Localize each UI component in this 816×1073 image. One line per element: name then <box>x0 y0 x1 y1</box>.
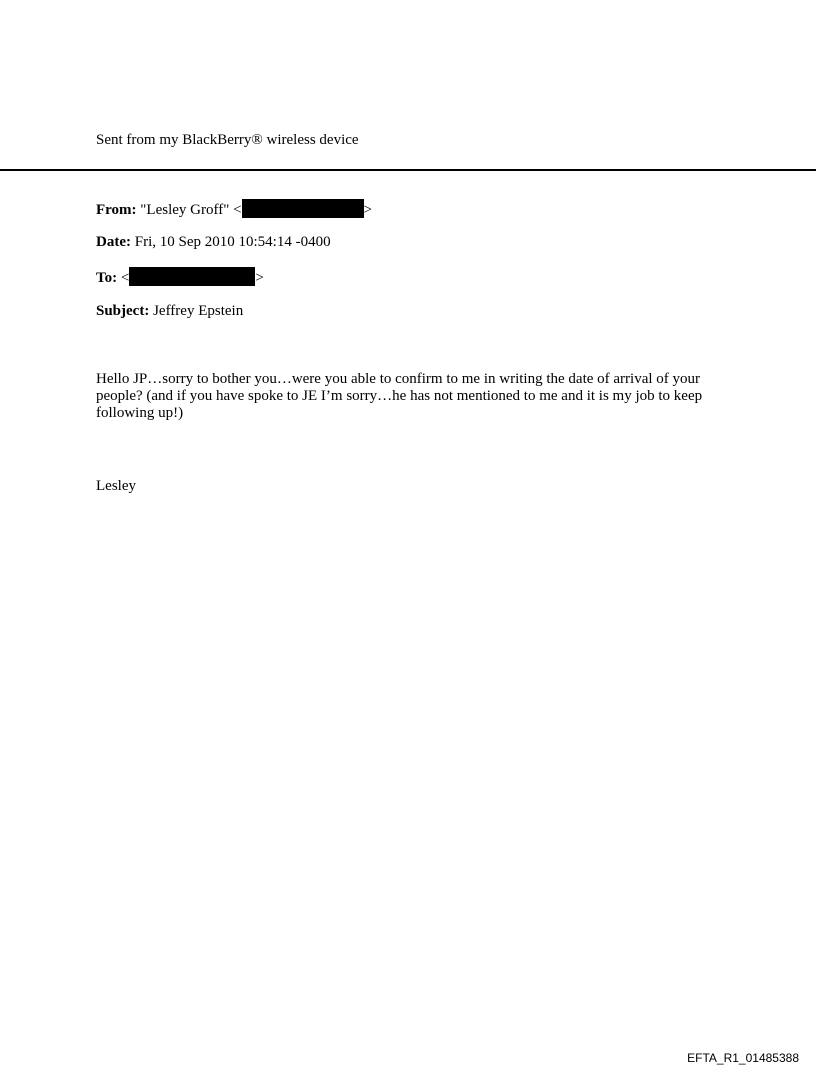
subject-row <box>96 302 243 320</box>
from-row <box>96 199 372 219</box>
from-label: From: <box>96 202 137 218</box>
subject-label: Subject: <box>96 303 150 319</box>
blackberry-signature: Sent from my BlackBerry® wireless device <box>96 132 359 148</box>
to-row <box>96 267 264 287</box>
from-suffix: > <box>363 202 373 218</box>
sign-off: Lesley <box>96 478 136 494</box>
subject-value: Jeffrey Epstein <box>149 303 244 319</box>
from-value: "Lesley Groff" < <box>136 202 242 218</box>
from-redaction <box>242 199 364 218</box>
date-label: Date: <box>96 234 131 250</box>
to-value: < <box>117 270 130 286</box>
message-divider <box>0 169 816 171</box>
date-value: Fri, 10 Sep 2010 10:54:14 -0400 <box>130 234 331 250</box>
to-label: To: <box>96 270 118 286</box>
email-body: Hello JP…sorry to bother you…were you able to confirm to me in writing the date of arrival of your people? (and if you have spoke to JE I’m sorry…he has not mentioned to me and it is my job to keep following up!) <box>96 371 703 421</box>
to-suffix: > <box>255 270 264 286</box>
date-row <box>96 233 331 251</box>
document-id: EFTA_R1_01485388 <box>687 1051 799 1065</box>
to-redaction <box>129 267 255 286</box>
